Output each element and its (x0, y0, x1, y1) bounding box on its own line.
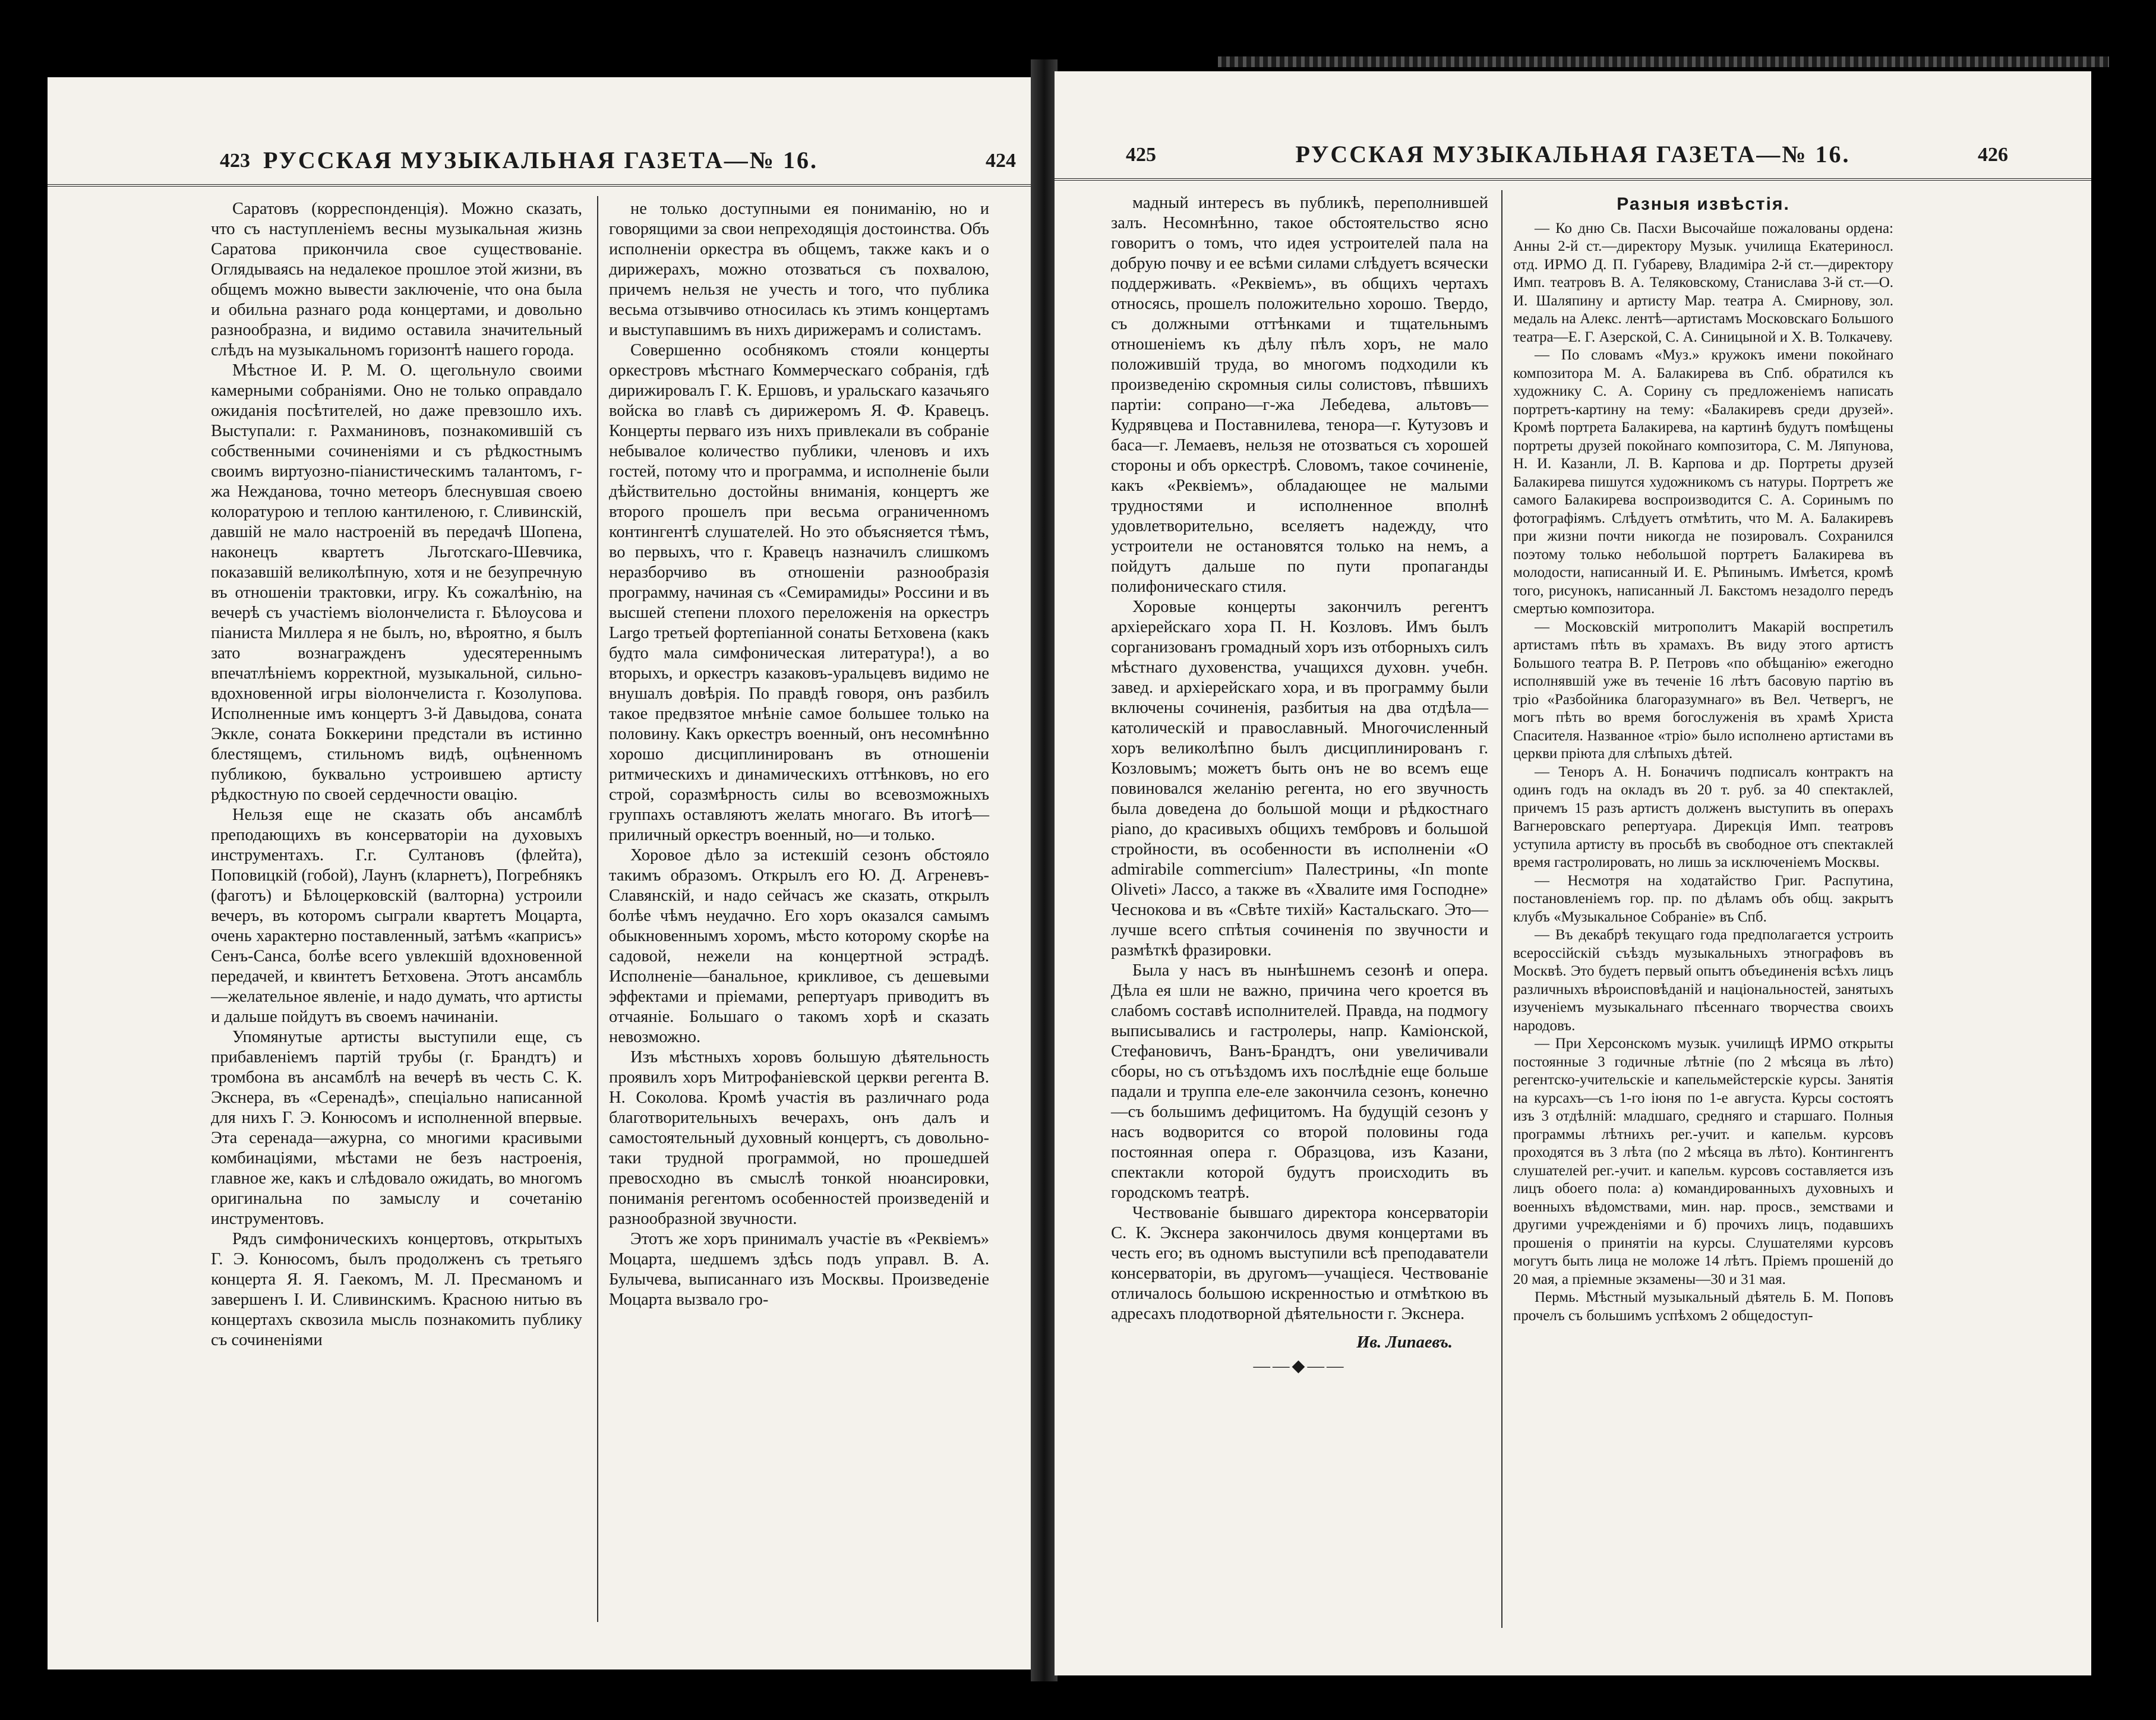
paragraph: Чествованіе бывшаго директора консерваторіи С. К. Экснера закончилось двумя концертами въ честь его; въ одномъ выступили всѣ преподаватели консерваторіи, въ другомъ—учащіеся. Чествованіе отличалось большою искренностью и отмѣткою въ адресахъ плодотворной дѣятельности г. Экснера. (1111, 1204, 1488, 1323)
paragraph: Хоровое дѣло за истекшій сезонъ обстояло такимъ образомъ. Открылъ его Ю. Д. Агреневъ-Славянскій, и надо сейчасъ же сказать, открылъ болѣе чѣмъ неудачно. Его хоръ оказался самымъ обыкновеннымъ хоромъ, мѣсто которому скорѣе на садовой, нежели на концертной эстрадѣ. Исполненіе—банальное, крикливое, съ дешевыми эффектами и пріемами, репертуаръ приводитъ въ отчаяніе. Большаго о такомъ хорѣ и сказать невозможно. (609, 846, 989, 1046)
paragraph: Пермь. Мѣстный музыкальный дѣятель Б. М. Поповъ прочелъ съ большимъ успѣхомъ 2 общедоступ- (1513, 1289, 1893, 1324)
right-page-title: РУССКАЯ МУЗЫКАЛЬНАЯ ГАЗЕТА—№ 16. (1295, 141, 1851, 168)
paragraph: Совершенно особнякомъ стояли концерты оркестровъ мѣстнаго Коммерческаго собранія, гдѣ дирижировалъ Г. К. Ершовъ, и уральскаго казачьяго войска во главѣ съ дирижеромъ Я. Ф. Кравецъ. Концерты перваго изъ нихъ привлекали въ собраніе небывалое количество публики, членовъ и ихъ гостей, потому что и программа, и исполненіе были дѣйствительно достойны вниманія, концертъ же второго прошелъ при весьма ограниченномъ контингентѣ слушателей. Но это объясняется тѣмъ, во первыхъ, что г. Кравецъ назначилъ слишкомъ неразборчиво въ отношеніи разнообразія программу, начиная съ «Семирамиды» Россини и въ высшей степени плохого переложенія на оркестръ Largo третьей фортепіанной сонаты Бетховена (какъ будто мала симфоническая литература!), а во вторыхъ, и оркестръ казаковъ-уральцевъ видимо не внушалъ довѣрія. По правдѣ говоря, онъ разбилъ такое предвзятое мнѣніе самое большее только на половину. Какъ оркестръ военный, онъ несомнѣнно хорошо дисциплинированъ въ отношеніи ритмическихъ и динамическихъ оттѣнковъ, но его строй, соразмѣрность силы во всевозможныхъ группахъ оставляютъ желать многаго. Въ итогѣ—приличный оркестръ военный, но—и только. (609, 341, 989, 844)
paragraph: мадный интересъ въ публикѣ, переполнившей залъ. Несомнѣнно, такое обстоятельство ясно говоритъ о томъ, что идея устроителей пала на добрую почву и ее всѣми силами слѣдуетъ всячески поддерживать. «Реквіемъ», въ общихъ чертахъ относясь, прошелъ положительно хорошо. Твердо, съ должными оттѣнками и тщательнымъ отношеніемъ къ дѣлу пѣлъ хоръ, не мало положившій труда, во многомъ подходили къ произведенію скромныя силы солистовъ, пѣвшихъ партіи: сопрано—г-жа Лебедева, альтовъ—Кудрявцева и Поставнилева, тенора—г. Кутузовъ и баса—г. Лемаевъ, нельзя не отозваться съ хорошей стороны и объ оркестрѣ. Словомъ, такое сочиненіе, какъ «Реквіемъ», обладающее не малыми трудностями и исполненное вполнѣ удовлетворительно, вселяетъ надежду, что устроители не остановятся только на немъ, а пойдутъ дальше по пути пропаганды полифоническаго стиля. (1111, 194, 1488, 596)
paragraph: Саратовъ (корреспонденція). Можно сказать, что съ наступленіемъ весны музыкальная жизнь Саратова прикончила свое существованіе. Оглядываясь на недалекое прошлое этой жизни, въ общемъ можно вывести заключеніе, что она была и обильна разнаго рода концертами, и довольно разнообразна, и видимо оставила значительный слѣдъ на музыкальномъ горизонтѣ нашего города. (211, 200, 582, 359)
paragraph: Изъ мѣстныхъ хоровъ большую дѣятельность проявилъ хоръ Митрофаніевской церкви регента В. Н. Соколова. Кромѣ участія въ различнаго рода благотворительныхъ вечерахъ, онъ далъ и самостоятельный духовный концертъ, съ довольно-таки трудной программой, но прошедшей превосходно въ смыслѣ тонкой нюансировки, пониманія регентомъ особенностей произведеній и разнообразной звучности. (609, 1048, 989, 1228)
right-page (1055, 71, 2091, 1675)
news-heading: Разныя извѣстія. (1617, 194, 1790, 214)
right-running-head (1055, 137, 2091, 181)
left-column-1 (211, 199, 582, 1350)
left-column-rule (597, 196, 598, 1622)
paragraph: Мѣстное И. Р. М. О. щегольнуло своими камерными собраніями. Оно не только оправдало ожиданія посѣтителей, но даже превзошло ихъ. Выступали: г. Рахманиновъ, познакомившій съ собственными сочиненіями и съ рѣдкостнымъ своимъ виртуозно-піанистическимъ талантомъ, г-жа Нежданова, точно метеоръ блеснувшая своею колоратурою и теплою кантиленою, г. Сливинскій, давшій не мало настроеній въ передачѣ Шопена, наконецъ квартетъ Льготскаго-Шевчика, показавшій великолѣпную, хотя и не безупречную въ отношеніи трактовки, игру. Къ сожалѣнію, на вечерѣ съ участіемъ віолончелиста г. Бѣлоусова и піаниста Миллера я не былъ, но, вѣроятно, я былъ зато вознагражденъ удесятереннымъ впечатлѣніемъ корректной, музыкальной, сильно-вдохновенной игры віолончелиста г. Козолупова. Исполненные имъ концертъ 3-й Давыдова, соната Эккле, соната Боккерини предстали въ истинно блестящемъ, стильномъ видѣ, оцѣненномъ публикою, буквально устроившею артисту рѣдкостную по своей сердечности овацію. (211, 361, 582, 804)
right-column-rule (1501, 190, 1502, 1628)
paragraph: — Несмотря на ходатайство Григ. Распутина, постановленіемъ гор. пр. по дѣламъ объ общ. закрытъ клубъ «Музыкальное Собраніе» въ Спб. (1513, 872, 1893, 925)
page-number-423: 423 (220, 150, 250, 172)
paragraph: Рядъ симфоническихъ концертовъ, открытыхъ Г. Э. Конюсомъ, былъ продолженъ съ третьяго концерта Я. Я. Гаекомъ, М. Л. Пресманомъ и завершенъ І. И. Сливинскимъ. Красною нитью въ концертахъ сквозила мысль познакомить публику съ сочиненіями (211, 1230, 582, 1349)
left-page (48, 77, 1034, 1669)
paragraph: Была у насъ въ нынѣшнемъ сезонѣ и опера. Дѣла ея шли не важно, причина чего кроется въ слабомъ составѣ исполнителей. Правда, на подмогу выписывались и гастролеры, напр. Каміонской, Стефановичъ, Ванъ-Брандтъ, они увеличивали сборы, но съ отъѣздомъ ихъ послѣдніе еще больше падали и труппа еле-еле закончила сезонъ, конечно—съ большимъ дефицитомъ. На будущій сезонъ у насъ водворится со второй половины года постоянная опера г. Образцова, изъ Казани, спектакли которой будутъ происходить въ городскомъ театрѣ. (1111, 961, 1488, 1202)
paragraph: Нельзя еще не сказать объ ансамблѣ преподающихъ въ консерваторіи на духовыхъ инструментахъ. Г.г. Султановъ (флейта), Поповицкій (гобой), Лаунъ (кларнетъ), Погребнякъ (фаготъ) и Бѣлоцерковскій (валторна) устроили вечеръ, въ которомъ сыграли квартетъ Моцарта, очень характерно поставленный, затѣмъ «каприсъ» Сенъ-Санса, болѣе всего увлекшій вдохновенной передачей, и квинтетъ Бетховена. Этотъ ансамбль—желательное явленіе, и надо думать, что артисты и дальше пойдутъ въ своемъ начинаніи. (211, 806, 582, 1026)
right-column-2 (1513, 193, 1893, 1325)
right-column-1 (1111, 193, 1488, 1377)
paragraph: — Московскій митрополитъ Макарій воспретилъ артистамъ пѣть въ храмахъ. Въ виду этого артистъ Большого театра В. Р. Петровъ «по обѣщанію» ежегодно исполнявшій уже въ теченіе 16 лѣтъ басовую партію въ тріо «Разбойника благоразумнаго» въ Вел. Четвергъ, не могъ пѣть во время богослуженія въ храмѣ Христа Спасителя. Названное «тріо» было исполнено артистами въ церкви пріюта для слѣпыхъ дѣтей. (1513, 618, 1893, 762)
scan-artifact-strip (1218, 56, 2109, 67)
page-number-426: 426 (1978, 144, 2008, 166)
paragraph: Хоровые концерты закончилъ регентъ архіерейскаго хора П. Н. Козловъ. Имъ былъ сорганизованъ громадный хоръ изъ отборныхъ силъ мѣстнаго духовенства, учащихся духовн. учебн. завед. и архіерейскаго хора, и въ программу были включены сочиненія, разбитыя на два отдѣла—католическій и православный. Многочисленный хоръ великолѣпно былъ дисциплинированъ г. Козловымъ; можетъ быть онъ не во всемъ еще повиновался желанію регента, но его звучность была доведена до большой мощи и рѣдкостнаго piano, до красивыхъ общихъ тембровъ и большой стройности, въ особенности въ исполненіи «O admirabile commercium» Палестрины, «In monte Oliveti» Лассо, а также въ «Хвалите имя Господне» Чеснокова и въ «Свѣте тихій» Кастальскаго. Это—лучше всего спѣтыя сочиненія по звучности и размѣткѣ фразировки. (1111, 598, 1488, 960)
paragraph: — Теноръ А. Н. Боначичъ подписалъ контрактъ на одинъ годъ на окладъ въ 20 т. руб. за 40 спектаклей, причемъ 15 разъ артистъ долженъ выступить въ операхъ Вагнеровскаго репертуара. Дирекція Имп. театровъ уступила артисту въ просьбѣ въ свободное отъ спектаклей время гастролировать, но лишь за исключеніемъ Москвы. (1513, 763, 1893, 870)
page-number-424: 424 (986, 150, 1016, 172)
paragraph: — Въ декабрѣ текущаго года предполагается устроить всероссійскій съѣздъ музыкальныхъ этнографовъ въ Москвѣ. Это будетъ первый опытъ объединенія всѣхъ лицъ различныхъ вѣроисповѣданій и національностей, занятыхъ изученіемъ музыкальнаго пѣсеннаго творчества своихъ народовъ. (1513, 927, 1893, 1034)
author-signature: Ив. Липаевъ. (1356, 1333, 1453, 1352)
left-running-head (48, 143, 1034, 187)
paragraph: не только доступными ея пониманію, но и говорящими за свои непреходящія достоинства. Объ исполненіи оркестра въ общемъ, также какъ и о дирижерахъ, можно отозваться съ похвалою, причемъ нельзя не учесть и того, что публика весьма отзывчиво относилась къ этимъ концертамъ и выступавшимъ въ нихъ дирижерамъ и солистамъ. (609, 200, 989, 339)
paragraph: — При Херсонскомъ музык. училищѣ ИРМО открыты постоянные 3 годичные лѣтніе (по 2 мѣсяца въ лѣто) регентско-учительскіе и капельмейстерскіе курсы. Занятія на курсахъ—съ 1-го іюня по 1-е августа. Курсы состоятъ изъ 3 отдѣлній: младшаго, средняго и старшаго. Полныя программы лѣтнихъ рег.-учит. и капельм. курсовъ проходятся въ 3 лѣта (по 2 мѣсяца въ лѣто). Контингентъ слушателей рег.-учит. и капельм. курсовъ составляется изъ лицъ обоего пола: а) командированныхъ духовныхъ и военныхъ вѣдомствами, мин. нар. просв., земствами и другими учрежденіями и б) прочихъ лицъ, подавшихъ прошенія о принятіи на курсы. Слушателями курсовъ могутъ быть лица не моложе 14 лѣтъ. Пріемъ прошеній до 20 мая, а пріемные экзамены—30 и 31 мая. (1513, 1036, 1893, 1287)
paragraph: Этотъ же хоръ принималъ участіе въ «Реквіемъ» Моцарта, шедшемъ здѣсь подъ управл. В. А. Булычева, выписаннаго изъ Москвы. Произведеніе Моцарта вызвало гро- (609, 1230, 989, 1309)
left-page-title: РУССКАЯ МУЗЫКАЛЬНАЯ ГАЗЕТА—№ 16. (263, 147, 818, 173)
left-column-2 (609, 199, 989, 1310)
paragraph: — По словамъ «Муз.» кружокъ имени покойнаго композитора М. А. Балакирева въ Спб. обратился къ художнику С. А. Сорину съ предложеніемъ написать портретъ-картину на тему: «Балакиревъ среди друзей». Кромѣ портрета Балакирева, на картинѣ будутъ помѣщены портреты друзей покойнаго композитора, С. М. Ляпунова, Н. И. Казанли, Л. В. Карпова и др. Портреты друзей Балакирева пишутся художникомъ съ натуры. Портретъ же самого Балакирева воспроизводится С. А. Соринымъ по фотографіямъ. Слѣдуетъ отмѣтить, что М. А. Балакиревъ при жизни почти никогда не позировалъ. Сохранился поэтому только небольшой портретъ Балакирева въ молодости, написанный И. Е. Рѣпинымъ. Имѣется, кромѣ того, рисунокъ, написанный Л. Бакстомъ незадолго передъ смертью композитора. (1513, 347, 1893, 617)
ornament-divider: ——◆—— (1253, 1357, 1346, 1375)
book-gutter (1031, 59, 1058, 1681)
paragraph: Упомянутые артисты выступили еще, съ прибавленіемъ партій трубы (г. Брандтъ) и тромбона въ ансамблѣ на вечерѣ въ честь С. К. Экснера, въ «Серенадѣ», спеціально написанной для нихъ Г. Э. Конюсомъ и исполненной впервые. Эта серенада—ажурна, со многими красивыми комбинаціями, мѣстами не безъ настроенія, главное же, какъ и слѣдовало ожидать, во многомъ оригинальна по замыслу и сочетанію инструментовъ. (211, 1028, 582, 1228)
paragraph: — Ко дню Св. Пасхи Высочайше пожалованы ордена: Анны 2-й ст.—директору Музык. училища Екатериносл. отд. ИРМО Д. П. Губареву, Владиміра 2-й ст.—директору Имп. театровъ В. А. Теляковскому, Станислава 3-й ст.—О. И. Шаляпину и артисту Мар. театра А. Смирнову, зол. медаль на Алекс. лентѣ—артистамъ Московскаго Большого театра—Е. Г. Азерской, С. А. Синицыной и Х. В. Толкачеву. (1513, 220, 1893, 345)
page-number-425: 425 (1126, 144, 1156, 166)
